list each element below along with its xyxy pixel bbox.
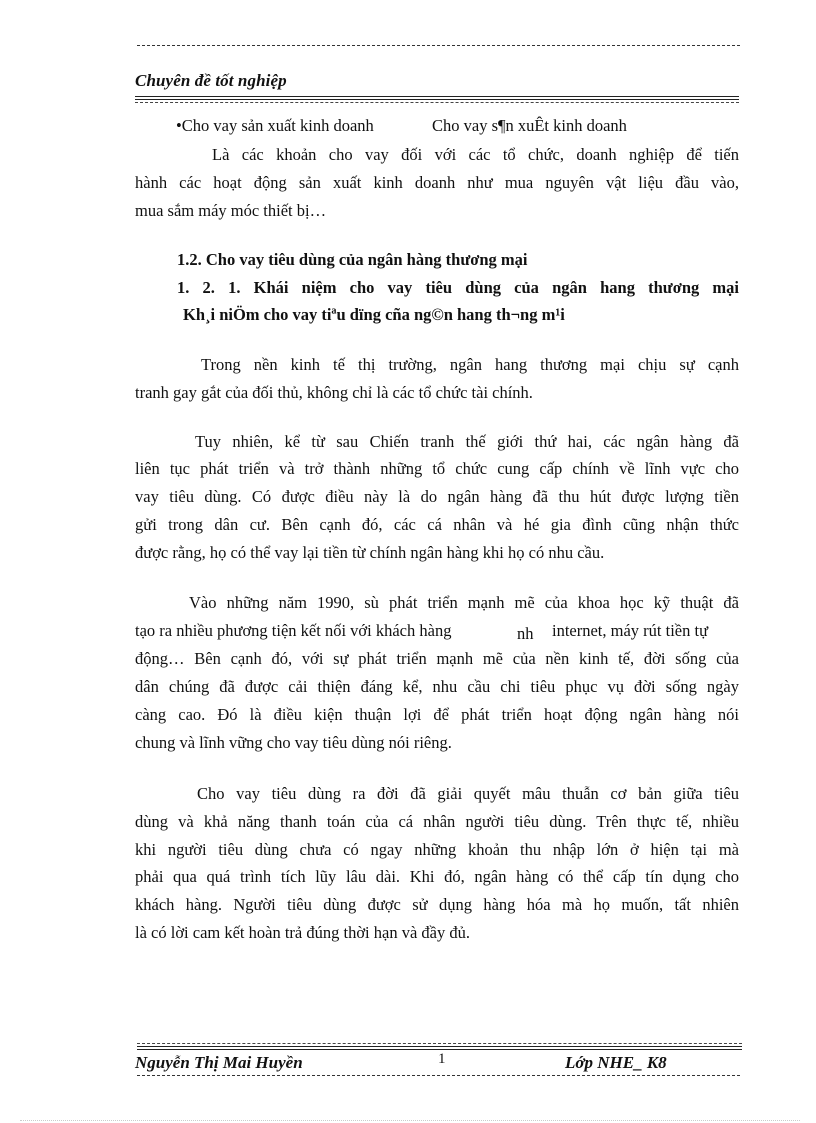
footer-class-label: Lớp NHE_ K8 [565,1053,667,1072]
subsection-heading-legacy: Kh¸i niÖm cho vay tiªu dïng cña ng©n hang th¬ng m¹i [183,305,565,324]
paragraph-line: càng cao. Đó là điều kiện thuận lợi để phát triển hoạt động ngân hàng nói [135,705,739,724]
paragraph-line: phải qua quá trình tích lũy lâu dài. Khi đó, ngân hàng có thể cấp tín dụng cho [135,867,739,886]
header-dashed-rule [135,102,739,103]
paragraph-line: tạo ra nhiều phương tiện kết nối với khách hàng [135,621,452,640]
paragraph-line: internet, máy rút tiền tự [552,621,709,640]
paragraph-line: được rằng, họ có thể vay lại tiền từ chính ngân hàng khi họ có nhu cầu. [135,543,605,562]
bullet-item-right: Cho vay s¶n xuÊt kinh doanh [432,116,627,135]
header-rule [135,96,739,97]
footer-rule [137,1049,742,1050]
paragraph-line: Trong nền kinh tế thị trường, ngân hang thương mại chịu sự cạnh [201,355,739,374]
bullet-item-left: •Cho vay sản xuất kinh doanh [176,116,374,135]
footer-author: Nguyễn Thị Mai Huyền [135,1053,303,1072]
paragraph-fragment: nh [517,624,534,643]
footer-bottom-dashed-rule [137,1075,740,1076]
footer-rule [137,1046,742,1047]
footer-dashed-rule [137,1043,742,1044]
page-edge-dotted-rule [20,1120,800,1121]
paragraph-line: Vào những năm 1990, sù phát triển mạnh mẽ của khoa học kỹ thuật đã [189,593,739,612]
paragraph-line: động… Bên cạnh đó, với sự phát triển mạnh mẽ của nền kinh tế, đời sống của [135,649,739,668]
paragraph-line: vay tiêu dùng. Có được điều này là do ngân hàng đã thu hút được lượng tiền [135,487,739,506]
paragraph-line: dùng và khả năng thanh toán của cá nhân người tiêu dùng. Trên thực tế, nhiều [135,812,739,831]
header-title: Chuyên đề tốt nghiệp [135,71,287,90]
paragraph-line: là có lời cam kết hoàn trả đúng thời hạn và đầy đủ. [135,923,470,942]
paragraph-line: tranh gay gắt của đối thủ, không chỉ là các tổ chức tài chính. [135,383,533,402]
section-heading: 1.2. Cho vay tiêu dùng của ngân hàng thương mại [177,250,528,269]
paragraph-line: khách hàng. Người tiêu dùng được sử dụng hàng hóa mà họ muốn, tất nhiên [135,895,739,914]
paragraph-line: liên tục phát triển và trở thành những tổ chức cung cấp chính về lĩnh vực cho [135,459,739,478]
paragraph-line: chung và lĩnh vững cho vay tiêu dùng nói riêng. [135,733,452,752]
paragraph-line: Là các khoản cho vay đối với các tổ chức, doanh nghiệp để tiến [212,145,739,164]
paragraph-line: Cho vay tiêu dùng ra đời đã giải quyết mâu thuẫn cơ bản giữa tiêu [197,784,739,803]
paragraph-line: Tuy nhiên, kể từ sau Chiến tranh thế giới thứ hai, các ngân hàng đã [195,432,739,451]
paragraph-line: mua sắm máy móc thiết bị… [135,201,327,220]
subsection-heading: 1. 2. 1. Khái niệm cho vay tiêu dùng của ngân hang thương mại [177,278,739,297]
header-top-dashed-rule [137,45,740,46]
paragraph-line: gửi trong dân cư. Bên cạnh đó, các cá nhân và hé gia đình cũng nhận thức [135,515,739,534]
header-rule [135,99,739,100]
paragraph-line: hành các hoạt động sản xuất kinh doanh như mua nguyên vật liệu đầu vào, [135,173,739,192]
paragraph-line: dân chúng đã được cải thiện đáng kể, nhu cầu chi tiêu phục vụ đời sống ngày [135,677,739,696]
paragraph-line: khi người tiêu dùng chưa có ngay những khoản thu nhập lớn ở hiện tại mà [135,840,739,859]
footer-page-number: 1 [438,1051,446,1067]
